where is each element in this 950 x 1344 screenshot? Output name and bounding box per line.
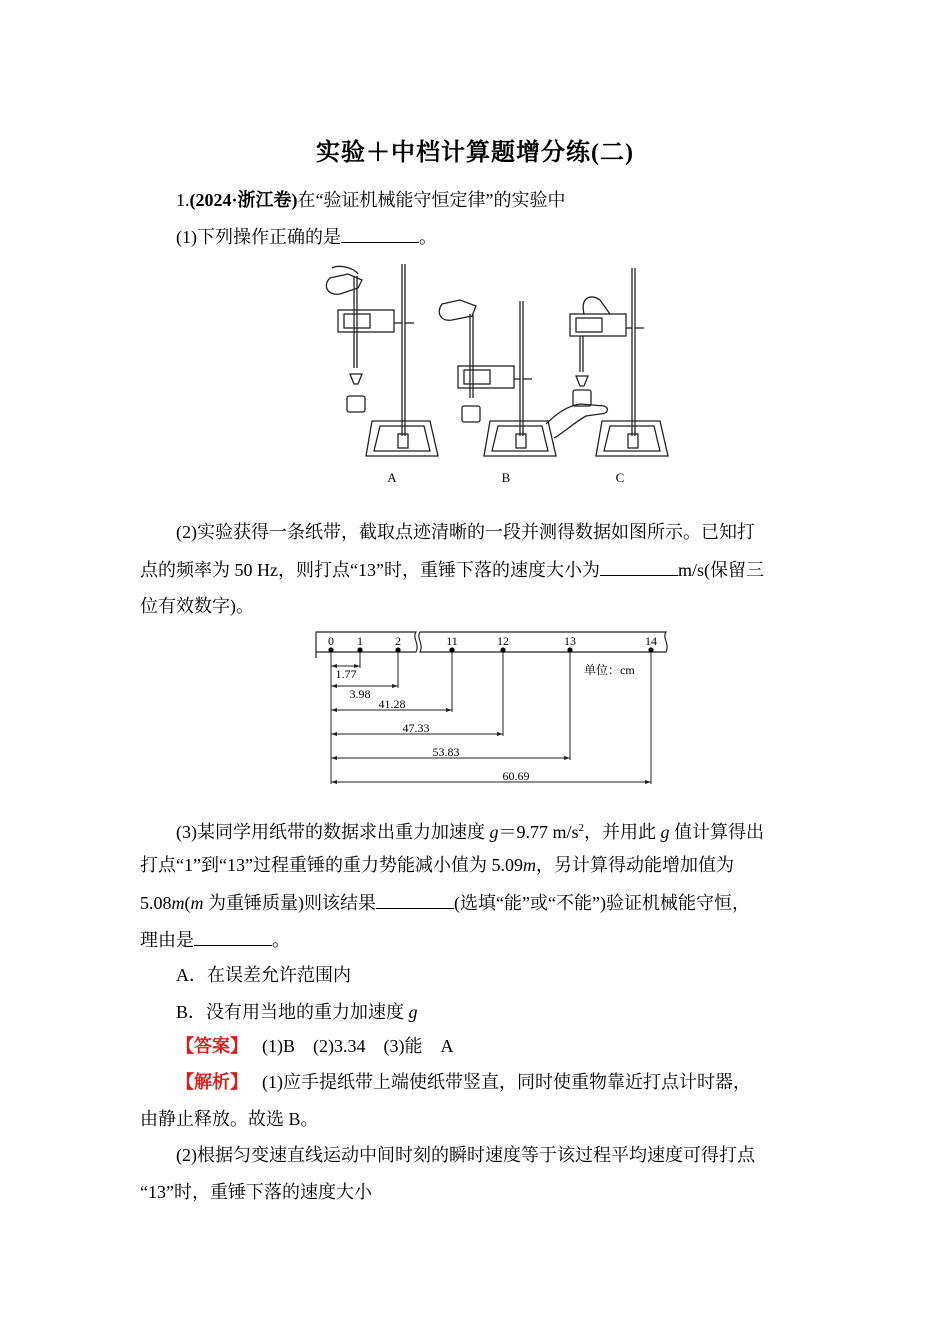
symbol-m: m (171, 893, 185, 913)
answer-blank (194, 927, 272, 946)
analysis-line-2: 由静止释放。故选 B。 (140, 1109, 319, 1129)
distance-label: 53.83 (432, 745, 460, 759)
tape-point-label: 11 (446, 634, 458, 648)
setup-label-c: C (615, 470, 625, 485)
part-1-end: 。 (419, 227, 437, 247)
part-2-line-3: 位有效数字)。 (140, 596, 254, 616)
question-number: 1. (176, 190, 190, 210)
part-3-text: 。 (272, 930, 290, 950)
setup-label-a: A (387, 470, 397, 485)
distance-label: 47.33 (402, 721, 430, 735)
analysis-line-1 (176, 1070, 751, 1094)
part-2-unit: m/s(保留三 (677, 560, 764, 580)
part-3-text: ，并用此 (584, 822, 661, 842)
part-3-line-4 (140, 927, 290, 952)
tape-dot (567, 647, 572, 652)
part-2-text: 点的频率为 50 Hz，则打点“13”时，重锤下落的速度大小为 (140, 560, 600, 580)
paper-tape-figure (314, 628, 676, 790)
analysis-label: 【解析】 (176, 1072, 248, 1092)
part-3-text: (3)某同学用纸带的数据求出重力加速度 (176, 822, 490, 842)
part-3-text: 理由是 (140, 930, 194, 950)
option-a: A．在误差允许范围内 (176, 965, 351, 985)
question-1-stem (176, 188, 565, 212)
part-3-line-1 (176, 816, 764, 844)
part-3-text: 打点“1”到“13”过程重锤的重力势能减小值为 5.09 (140, 855, 523, 875)
apparatus-figure (310, 256, 670, 488)
distance-label: 41.28 (378, 697, 406, 711)
part-2-line-1: (2)实验获得一条纸带，截取点迹清晰的一段并测得数据如图所示。已知打 (176, 522, 755, 542)
question-source: (2024·浙江卷) (189, 190, 298, 210)
tape-point-label: 0 (328, 634, 334, 648)
distance-label: 1.77 (335, 667, 357, 681)
part-3-text: 为重锤质量)则该结果 (203, 893, 376, 913)
tape-point-label: 2 (395, 634, 401, 648)
analysis-line-3: (2)根据匀变速直线运动中间时刻的瞬时速度等于该过程平均速度可得打点 (176, 1145, 755, 1165)
distance-label: 3.98 (349, 687, 371, 701)
part-3-line-2 (140, 853, 734, 877)
distance-label: 60.69 (502, 769, 530, 783)
part-3-text: 5.08 (140, 893, 172, 913)
symbol-m: m (522, 855, 536, 875)
tape-dot (328, 647, 333, 652)
answer-blank (376, 890, 454, 909)
answer-text: (1)B (2)3.34 (3)能 A (262, 1036, 454, 1056)
setup-c (546, 268, 668, 456)
option-b-text: B．没有用当地的重力加速度 (176, 1002, 409, 1022)
part-3-text: 值计算得出 (669, 822, 765, 842)
answer-label: 【答案】 (176, 1036, 248, 1056)
superscript: 2 (578, 822, 585, 834)
tape-dot (648, 647, 653, 652)
symbol-g: g (489, 822, 499, 842)
tape-point-label: 14 (645, 634, 657, 648)
tape-point-label: 1 (357, 634, 363, 648)
part-1-prompt (176, 224, 437, 249)
page-title: 实验＋中档计算题增分练(二) (316, 140, 634, 166)
question-stem-text: 在“验证机械能守恒定律”的实验中 (297, 190, 566, 210)
part-3-text: (选填“能”或“不能”)验证机械能守恒， (454, 893, 750, 913)
tape-point-label: 12 (497, 634, 509, 648)
tape-dot (449, 647, 454, 652)
option-b (176, 1000, 418, 1024)
tape-dot (395, 647, 400, 652)
answer-blank (341, 224, 419, 243)
symbol-g: g (660, 822, 670, 842)
analysis-text: (1)应手提纸带上端使纸带竖直，同时使重物靠近打点计时器， (262, 1072, 751, 1092)
unit-label: 单位：cm (584, 663, 635, 677)
tape-point-label: 13 (564, 634, 576, 648)
part-1-text: (1)下列操作正确的是 (176, 227, 341, 247)
setup-label-b: B (501, 470, 511, 485)
setup-a (326, 264, 438, 456)
symbol-g: g (408, 1002, 418, 1022)
part-2-line-2 (140, 557, 764, 582)
answer-line (176, 1034, 453, 1058)
tape-dot (500, 647, 505, 652)
analysis-line-4: “13”时，重锤下落的速度大小 (140, 1182, 372, 1202)
answer-blank (600, 557, 678, 576)
tape-dot (357, 647, 362, 652)
part-3-text: ，另计算得动能增加值为 (535, 855, 734, 875)
part-3-text: ＝9.77 m/s (498, 822, 579, 842)
part-3-line-3 (140, 890, 750, 915)
part-3-text: ( (184, 893, 191, 913)
setup-b (439, 300, 556, 456)
symbol-m: m (190, 893, 204, 913)
